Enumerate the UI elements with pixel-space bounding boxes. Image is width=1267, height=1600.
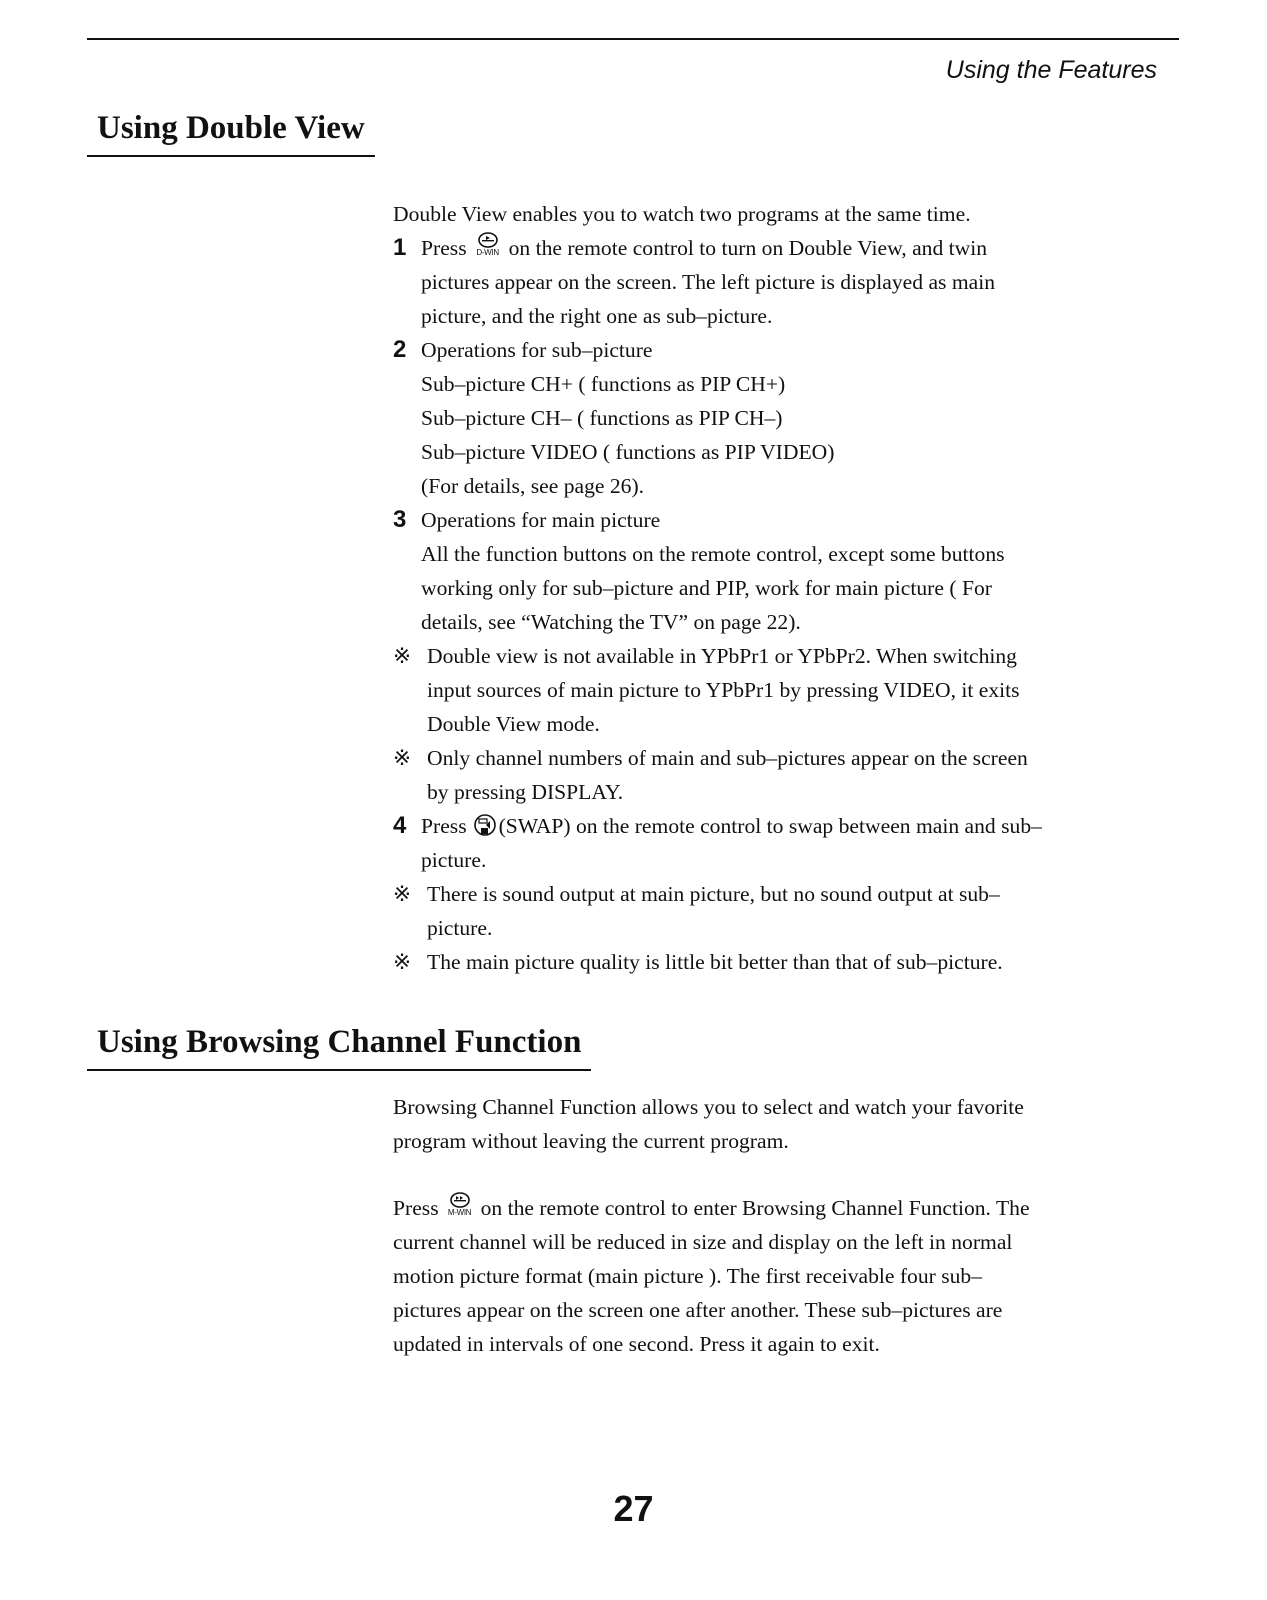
note <box>393 639 1173 741</box>
step-2-line: Sub–picture VIDEO ( functions as PIP VIDEO) <box>421 440 835 464</box>
double-view-body <box>393 197 1173 979</box>
step-2 <box>393 333 1173 503</box>
browsing-line: current channel will be reduced in size and display on the left in normal <box>393 1230 1013 1254</box>
dwin-button-icon <box>473 232 503 262</box>
browsing-intro-line: program without leaving the current program. <box>393 1129 789 1153</box>
browsing-intro-line: Browsing Channel Function allows you to select and watch your favorite <box>393 1095 1024 1119</box>
step-4-before: Press <box>421 814 467 838</box>
step-2-text: Operations for sub–picture <box>421 338 653 362</box>
browsing-line: pictures appear on the screen one after another. These sub–pictures are <box>393 1298 1003 1322</box>
note-line: There is sound output at main picture, but no sound output at sub– <box>427 882 1000 906</box>
section-title-browsing: Using Browsing Channel Function <box>87 1024 591 1071</box>
step-number: 2 <box>393 336 407 363</box>
note <box>393 741 1173 809</box>
mwin-label: M-WIN <box>447 1208 472 1217</box>
section-title-double-view: Using Double View <box>87 110 375 157</box>
note-mark: ※ <box>393 746 412 770</box>
step-1-cont-2: picture, and the right one as sub–picture. <box>421 304 773 328</box>
top-rule <box>87 38 1179 40</box>
step-4 <box>393 809 1173 877</box>
note-line: Only channel numbers of main and sub–pictures appear on the screen <box>427 746 1028 770</box>
note-line: picture. <box>427 916 493 940</box>
dwin-label: D-WIN <box>476 248 499 257</box>
step-1-after: on the remote control to turn on Double View, and twin <box>508 236 988 260</box>
browsing-press-after: on the remote control to enter Browsing Channel Function. The <box>480 1196 1030 1220</box>
step-3-line: details, see “Watching the TV” on page 22). <box>421 610 801 634</box>
step-4-cont-1: picture. <box>421 848 487 872</box>
step-1 <box>393 231 1173 333</box>
step-1-before: Press <box>421 236 467 260</box>
step-4-after: (SWAP) on the remote control to swap between main and sub– <box>498 814 1042 838</box>
step-2-line: (For details, see page 26). <box>421 474 645 498</box>
note-mark: ※ <box>393 882 412 906</box>
note-line: The main picture quality is little bit better than that of sub–picture. <box>427 950 1003 974</box>
step-4-line <box>421 809 1173 843</box>
note-mark: ※ <box>393 644 412 668</box>
step-number: 3 <box>393 506 407 533</box>
step-2-line: Sub–picture CH+ ( functions as PIP CH+) <box>421 372 786 396</box>
note-mark: ※ <box>393 950 412 974</box>
step-number: 4 <box>393 812 407 839</box>
step-3 <box>393 503 1173 639</box>
step-1-line <box>421 231 1173 265</box>
browsing-line: updated in intervals of one second. Press it again to exit. <box>393 1332 880 1356</box>
double-view-intro: Double View enables you to watch two programs at the same time. <box>393 202 971 226</box>
step-1-cont-1: pictures appear on the screen. The left picture is displayed as main <box>421 270 996 294</box>
running-head: Using the Features <box>945 56 1157 84</box>
page-number: 27 <box>613 1488 654 1529</box>
step-3-line: working only for sub–picture and PIP, work for main picture ( For <box>421 576 992 600</box>
step-3-line: All the function buttons on the remote control, except some buttons <box>421 542 1005 566</box>
step-2-line: Sub–picture CH– ( functions as PIP CH–) <box>421 406 783 430</box>
note-line: input sources of main picture to YPbPr1 by pressing VIDEO, it exits <box>427 678 1020 702</box>
note-line: Double view is not available in YPbPr1 or YPbPr2. When switching <box>427 644 1017 668</box>
browsing-press-line <box>393 1191 1173 1225</box>
note <box>393 877 1173 945</box>
note <box>393 945 1173 979</box>
browsing-body <box>393 1090 1173 1361</box>
swap-button-icon <box>473 813 497 841</box>
browsing-press-before: Press <box>393 1196 439 1220</box>
step-number: 1 <box>393 234 407 261</box>
mwin-button-icon <box>445 1192 475 1222</box>
browsing-line: motion picture format (main picture ). The first receivable four sub– <box>393 1264 983 1288</box>
note-line: Double View mode. <box>427 712 600 736</box>
step-3-text: Operations for main picture <box>421 508 661 532</box>
note-line: by pressing DISPLAY. <box>427 780 624 804</box>
